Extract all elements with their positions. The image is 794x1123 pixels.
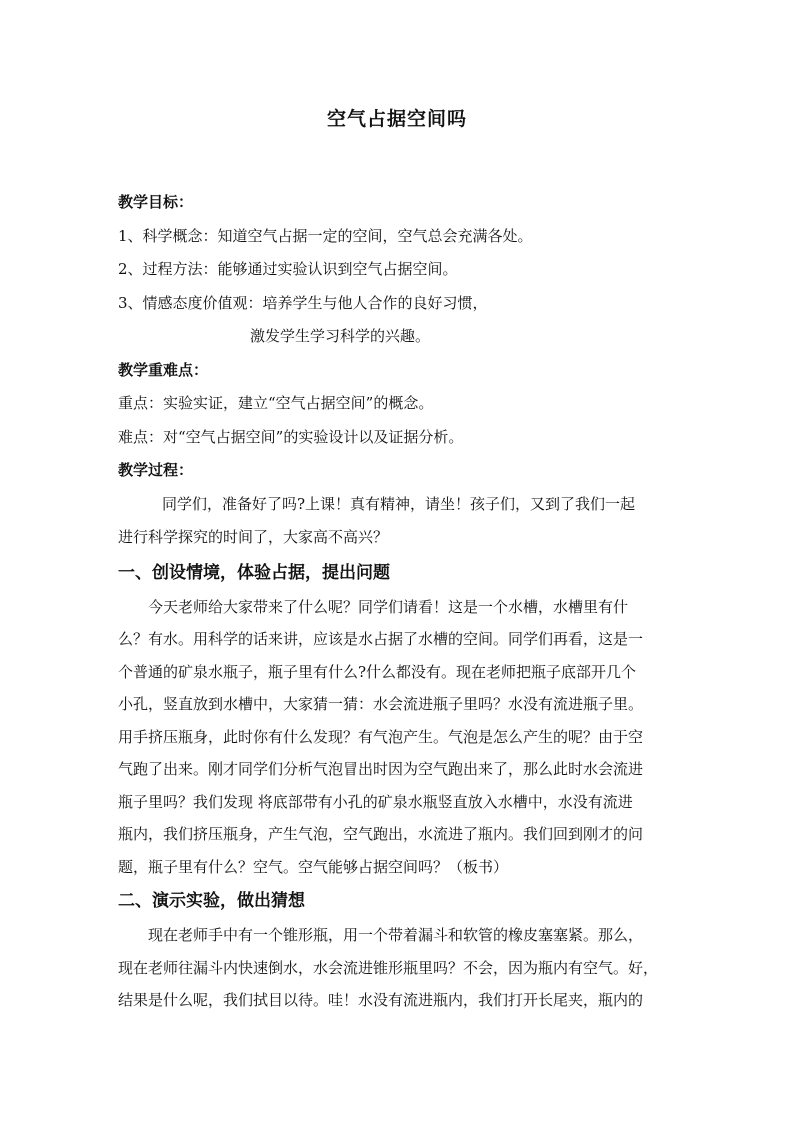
key-point-difficulty: 难点：对“空气占据空间”的实验设计以及证据分析。 [118,427,464,446]
page-title: 空气占据空间吗 [326,108,467,130]
key-points-heading: 教学重难点： [118,360,209,379]
section1-heading: 一、创设情境，体验占据，提出问题 [118,562,390,583]
section2-heading: 二、演示实验，做出猜想 [118,891,305,911]
paragraph-line: 现在老师手中有一个锥形瓶，用一个带着漏斗和软管的橡皮塞塞紧。那么， [148,926,644,944]
paragraph-line: 今天老师给大家带来了什么呢？同学们请看！这是一个水槽，水槽里有什 [148,597,629,616]
objective-item: 3、情感态度价值观：培养学生与他人合作的良好习惯， [118,293,488,312]
paragraph-line: 瓶子里吗？我们发现 将底部带有小孔的矿泉水瓶竖直放入水槽中，水没有流进 [118,792,633,811]
objectives-heading: 教学目标： [118,193,194,211]
paragraph-line: 现在老师往漏斗内快速倒水，水会流进锥形瓶里吗？不会，因为瓶内有空气。好， [118,958,659,977]
paragraph-line: 题，瓶子里有什么？空气。空气能够占据空间吗？（板书） [118,857,509,876]
paragraph-line: 用手挤压瓶身，此时你有什么发现？有气泡产生。气泡是怎么产生的呢？由于空 [118,727,644,746]
paragraph-line: 气跑了出来。刚才同学们分析气泡冒出时因为空气跑出来了，那么此时水会流进 [118,760,644,778]
paragraph-line: 小孔，竖直放到水槽中，大家猜一猜：水会流进瓶子里吗？水没有流进瓶子里。 [118,695,644,713]
process-intro-line: 进行科学探究的时间了，大家高不高兴？ [118,528,389,546]
paragraph-line: 瓶内，我们挤压瓶身，产生气泡，空气跑出，水流进了瓶内。我们回到刚才的问 [118,825,644,843]
paragraph-line: 么？有水。用科学的话来讲，应该是水占据了水槽的空间。同学们再看，这是一 [118,630,644,648]
objective-continuation: 激发学生学习科学的兴趣。 [250,327,431,345]
objective-item: 2、过程方法：能够通过实验认识到空气占据空间。 [118,260,458,278]
section2-paragraph [118,919,678,1017]
section1-paragraph [118,591,678,884]
paragraph-line: 个普通的矿泉水瓶子，瓶子里有什么?什么都没有。现在老师把瓶子底部开几个 [118,662,637,681]
objective-item: 1、科学概念：知道空气占据一定的空间，空气总会充满各处。 [118,226,533,245]
process-intro-line: 同学们，准备好了吗?上课！真有精神，请坐！孩子们，又到了我们一起 [162,494,636,513]
key-point-focus: 重点：实验实证，建立“空气占据空间”的概念。 [118,394,434,412]
document-body [118,186,678,1017]
paragraph-line: 结果是什么呢，我们拭目以待。哇！水没有流进瓶内，我们打开长尾夹，瓶内的 [118,991,644,1009]
process-heading: 教学过程： [118,461,194,479]
